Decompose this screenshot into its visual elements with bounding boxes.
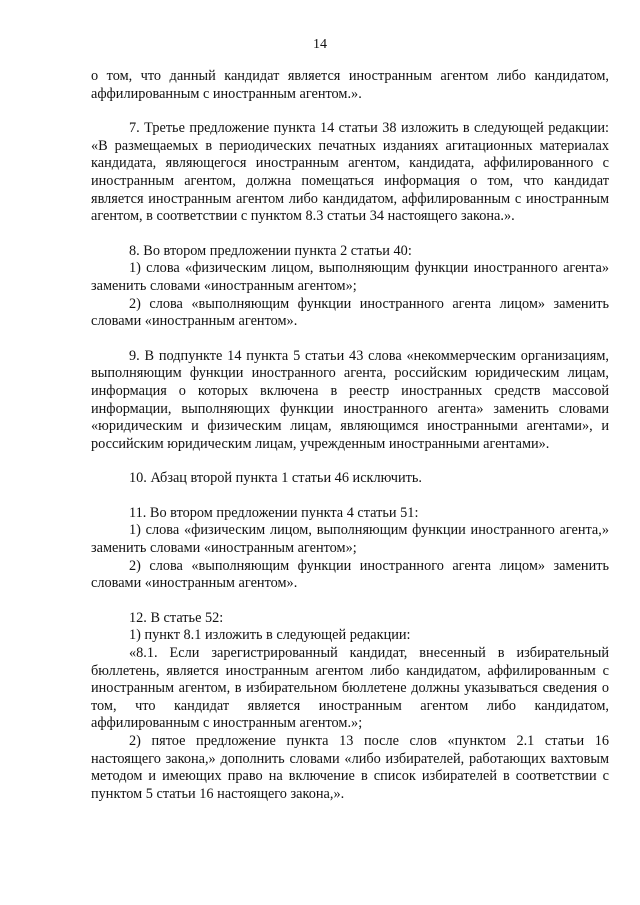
paragraph-item-8-sub-1: 1) слова «физическим лицом, выполняющим функции иностранного агента» заменить словами «иностранным агентом»; [91, 260, 609, 294]
paragraph-item-12: 12. В статье 52: [129, 609, 224, 626]
page-number: 14 [313, 37, 327, 52]
paragraph-item-7: 7. Третье предложение пункта 14 статьи 38 изложить в следующей редакции: «В размещаемых в периодических печатных изданиях агитационных материалах кандидата, являющегося иностранным агентом, кандидата, аффилированного с иностранным агентом, должна помещаться информация о том, что кандидат является иностранным агентом либо кандидатом, аффилированным с иностранным агентом, в соответствии с пунктом 8.3 статьи 34 настоящего закона.». [91, 120, 609, 225]
paragraph-item-8-sub-2: 2) слова «выполняющим функции иностранного агента лицом» заменить словами «иностранным агентом». [91, 295, 609, 330]
paragraph-continuation: о том, что данный кандидат является иностранным агентом либо кандидатом, аффилированным с иностранным агентом.». [91, 68, 609, 102]
paragraph-item-12-sub-1: 1) пункт 8.1 изложить в следующей редакции: [129, 627, 411, 644]
paragraph-item-11-sub-1: 1) слова «физическим лицом, выполняющим функции иностранного агента,» заменить словами «иностранным агентом»; [91, 522, 609, 557]
paragraph-item-11-sub-2: 2) слова «выполняющим функции иностранного агента лицом» заменить словами «иностранным агентом». [91, 557, 609, 592]
paragraph-item-9: 9. В подпункте 14 пункта 5 статьи 43 слова «некоммерческим организациям, выполняющим функции иностранного агента, российским юридическим лицам, информация о которых включена в реестр иностранных средств массовой информации, выполняющих функции иностранного агента» заменить словами «юридическим и физическим лицам, являющимся иностранными агентами», и российским юридическим лицам, учрежденным иностранными агентами». [91, 347, 609, 452]
paragraph-item-10: 10. Абзац второй пункта 1 статьи 46 исключить. [129, 470, 422, 487]
document-body [91, 68, 609, 803]
paragraph-item-12-quote: «8.1. Если зарегистрированный кандидат, внесенный в избирательный бюллетень, является иностранным агентом либо кандидатом, аффилированным с иностранным агентом, в избирательном бюллетене должны указываться сведения о том, что кандидат является иностранным агентом либо кандидатом, аффилированным с иностранным агентом.»; [91, 645, 609, 732]
paragraph-item-12-sub-2: 2) пятое предложение пункта 13 после слов «пунктом 2.1 статьи 16 настоящего закона,» дополнить словами «либо избирателей, работающих вахтовым методом и имеющих право на включение в список избирателей в соответствии с пунктом 5 статьи 16 настоящего закона,». [91, 733, 609, 802]
paragraph-item-8: 8. Во втором предложении пункта 2 статьи 40: [129, 242, 412, 259]
paragraph-item-11: 11. Во втором предложении пункта 4 статьи 51: [129, 504, 419, 521]
